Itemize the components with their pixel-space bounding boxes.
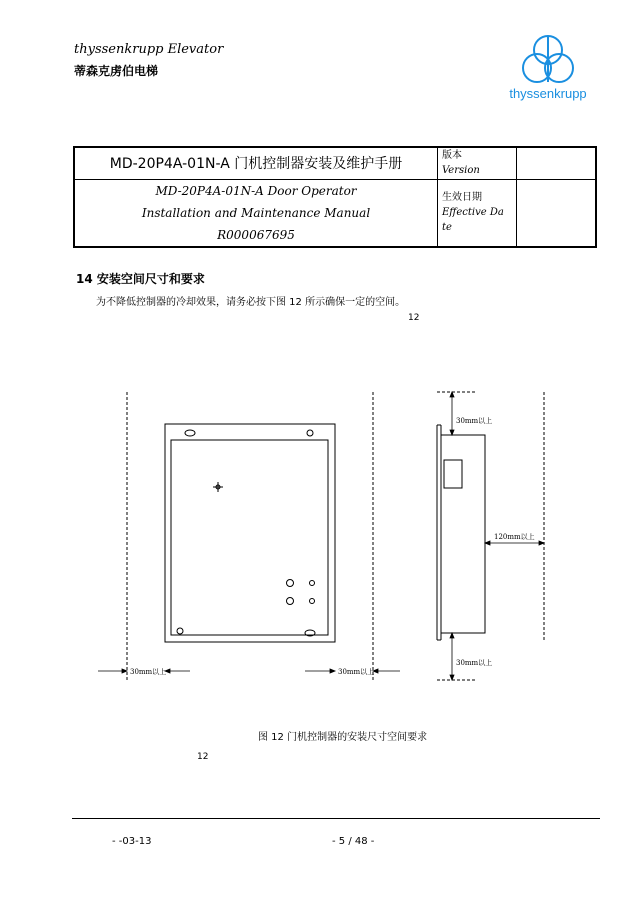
dim-left-label: 30mm以上: [130, 668, 167, 676]
section-paragraph: 为不降低控制器的冷却效果，请务必按下图 12 所示确保一定的空间。: [96, 297, 406, 308]
logo-wordmark: thyssenkrupp: [509, 86, 587, 101]
version-label-cn: 版本: [442, 150, 462, 162]
date-label-cell: [438, 179, 517, 247]
document-title-block: [73, 146, 597, 248]
date-value: [517, 179, 597, 247]
ref-number-left: 12: [197, 752, 209, 762]
company-name-en: thyssenkrupp Elevator: [74, 42, 224, 57]
title-cn: MD-20P4A-01N-A 门机控制器安装及维护手册: [74, 147, 438, 179]
dim-right-label: 30mm以上: [338, 668, 375, 676]
version-value: [517, 147, 597, 179]
dim-side-label: 120mm以上: [494, 533, 535, 541]
dimension-side: [485, 541, 544, 545]
figure-caption: 图 12 门机控制器的安装尺寸空间要求: [258, 732, 428, 743]
title-en-line2: Installation and Maintenance Manual: [141, 205, 371, 220]
title-en-line1: MD-20P4A-01N-A Door Operator: [155, 183, 357, 198]
dim-top-label: 30mm以上: [456, 417, 493, 425]
version-label-en: Version: [442, 165, 480, 177]
company-name-cn: 蒂森克虏伯电梯: [74, 64, 159, 78]
controller-front-view: [127, 392, 373, 680]
section-heading: 14 安装空间尺寸和要求: [76, 272, 205, 286]
title-en-block: [74, 179, 438, 247]
footer-date: - -03-13: [112, 836, 152, 847]
dim-bottom-label: 30mm以上: [456, 659, 493, 667]
dimension-top: [450, 392, 454, 435]
page-number: - 5 / 48 -: [332, 836, 375, 847]
version-label-cell: [438, 147, 517, 179]
dimension-bottom: [450, 633, 454, 680]
footer-divider: [72, 818, 600, 819]
date-label-en-1: Effective Da: [442, 207, 504, 218]
date-label-en-2: te: [442, 222, 452, 233]
date-label-cn: 生效日期: [442, 192, 482, 203]
ref-number-right: 12: [408, 313, 420, 323]
doc-number: R000067695: [217, 227, 295, 242]
installation-clearance-figure: [0, 380, 640, 700]
